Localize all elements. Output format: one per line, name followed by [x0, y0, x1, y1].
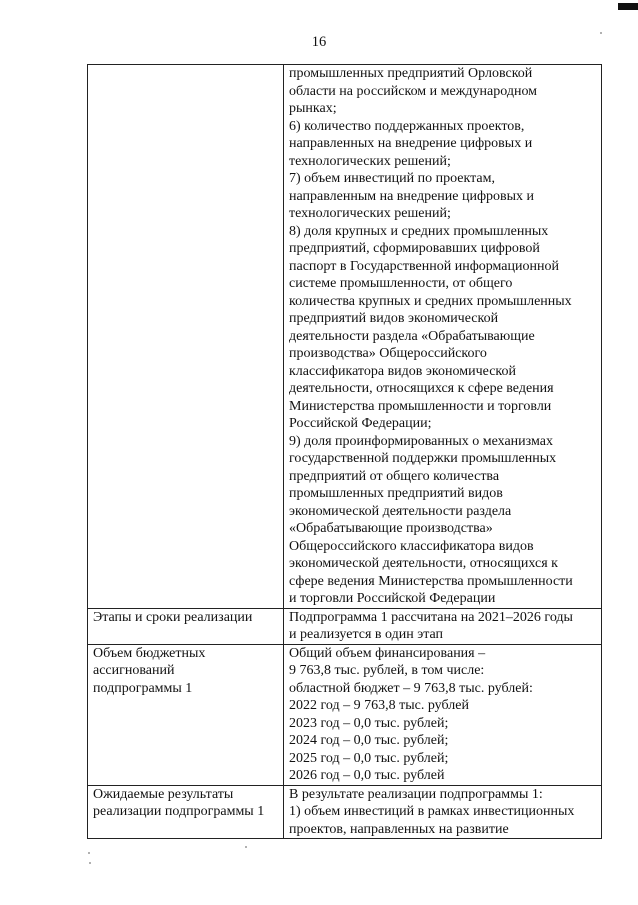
- table-row-results: [88, 785, 602, 839]
- text-line: промышленных предприятий видов: [289, 486, 503, 501]
- text-line: технологических решений;: [289, 206, 451, 221]
- text-line: направленных на внедрение цифровых и: [289, 136, 533, 151]
- text-line: 2022 год – 9 763,8 тыс. рублей: [289, 698, 469, 713]
- table-row-continuation: [88, 65, 602, 609]
- table-row-budget: [88, 644, 602, 785]
- text-line: классификатора видов экономической: [289, 363, 516, 379]
- text-line: системе промышленности, от общего: [289, 276, 513, 291]
- text-line: технологических решений;: [289, 153, 451, 169]
- text-line: «Обрабатывающие производства»: [289, 521, 493, 536]
- text-line: 2024 год – 0,0 тыс. рублей;: [289, 733, 449, 748]
- text-line: государственной поддержки промышленных: [289, 451, 557, 466]
- text-line: 9) доля проинформированных о механизмах: [289, 433, 553, 449]
- text-line: деятельности раздела «Обрабатывающие: [289, 328, 535, 344]
- text-line: 7) объем инвестиций по проектам,: [289, 171, 495, 186]
- text-line: предприятий от общего количества: [289, 468, 500, 484]
- text-line: деятельности, относящихся к сфере ведения: [289, 381, 554, 396]
- text-line: ассигнований: [93, 663, 175, 678]
- label-cell-results: [88, 785, 284, 839]
- text-line: экономической деятельности раздела: [289, 503, 512, 519]
- text-line: и реализуется в один этап: [289, 627, 444, 642]
- label-cell-stages: [88, 608, 284, 644]
- text-line: 6) количество поддержанных проектов,: [289, 118, 525, 134]
- label-cell-budget: [88, 644, 284, 785]
- text-line: промышленных предприятий Орловской: [289, 66, 533, 81]
- text-line: паспорт в Государственной информационной: [289, 258, 559, 274]
- text-line: Общероссийского классификатора видов: [289, 538, 534, 554]
- text-line: 9 763,8 тыс. рублей, в том числе:: [289, 663, 485, 678]
- page-number: 16: [311, 34, 327, 50]
- text-line: В результате реализации подпрограммы 1:: [289, 786, 543, 802]
- text-line: подпрограммы 1: [93, 680, 193, 696]
- text-line: направленным на внедрение цифровых и: [289, 188, 535, 204]
- scan-speck: [600, 32, 602, 34]
- text-line: 8) доля крупных и средних промышленных: [289, 223, 549, 239]
- text-line: Объем бюджетных: [93, 645, 206, 661]
- text-line: областной бюджет – 9 763,8 тыс. рублей:: [289, 680, 533, 696]
- content-cell-stages: [284, 608, 602, 644]
- text-line: предприятий видов экономической: [289, 311, 499, 326]
- scan-speck: [88, 852, 90, 854]
- text-line: Ожидаемые результаты: [93, 786, 234, 802]
- text-line: Министерства промышленности и торговли: [289, 398, 552, 414]
- scan-speck: [245, 846, 247, 848]
- text-line: и торговли Российской Федерации: [289, 591, 496, 606]
- text-line: области на российском и международном: [289, 83, 538, 99]
- text-line: реализации подпрограммы 1: [93, 804, 265, 819]
- passport-table: [87, 64, 602, 839]
- label-cell-continuation: [88, 65, 284, 609]
- scan-corner-mark: [618, 3, 638, 10]
- table-row-stages: [88, 608, 602, 644]
- scan-speck: [89, 862, 91, 864]
- text-line: Российской Федерации;: [289, 416, 432, 431]
- text-line: Общий объем финансирования –: [289, 645, 486, 661]
- text-line: предприятий, сформировавших цифровой: [289, 241, 540, 256]
- text-line: 2023 год – 0,0 тыс. рублей;: [289, 715, 449, 731]
- text-line: 1) объем инвестиций в рамках инвестиционных: [289, 804, 575, 819]
- content-cell-results: [284, 785, 602, 839]
- content-cell-continuation: [284, 65, 602, 609]
- text-line: сфере ведения Министерства промышленности: [289, 573, 573, 589]
- text-line: Этапы и сроки реализации: [93, 609, 253, 625]
- content-cell-budget: [284, 644, 602, 785]
- text-line: экономической деятельности, относящихся к: [289, 556, 558, 571]
- text-line: 2025 год – 0,0 тыс. рублей;: [289, 750, 449, 766]
- text-line: количества крупных и средних промышленных: [289, 293, 572, 309]
- text-line: рынках;: [289, 101, 337, 116]
- text-line: 2026 год – 0,0 тыс. рублей: [289, 768, 445, 783]
- text-line: производства» Общероссийского: [289, 346, 487, 361]
- text-line: Подпрограмма 1 рассчитана на 2021–2026 годы: [289, 609, 573, 625]
- text-line: проектов, направленных на развитие: [289, 821, 509, 837]
